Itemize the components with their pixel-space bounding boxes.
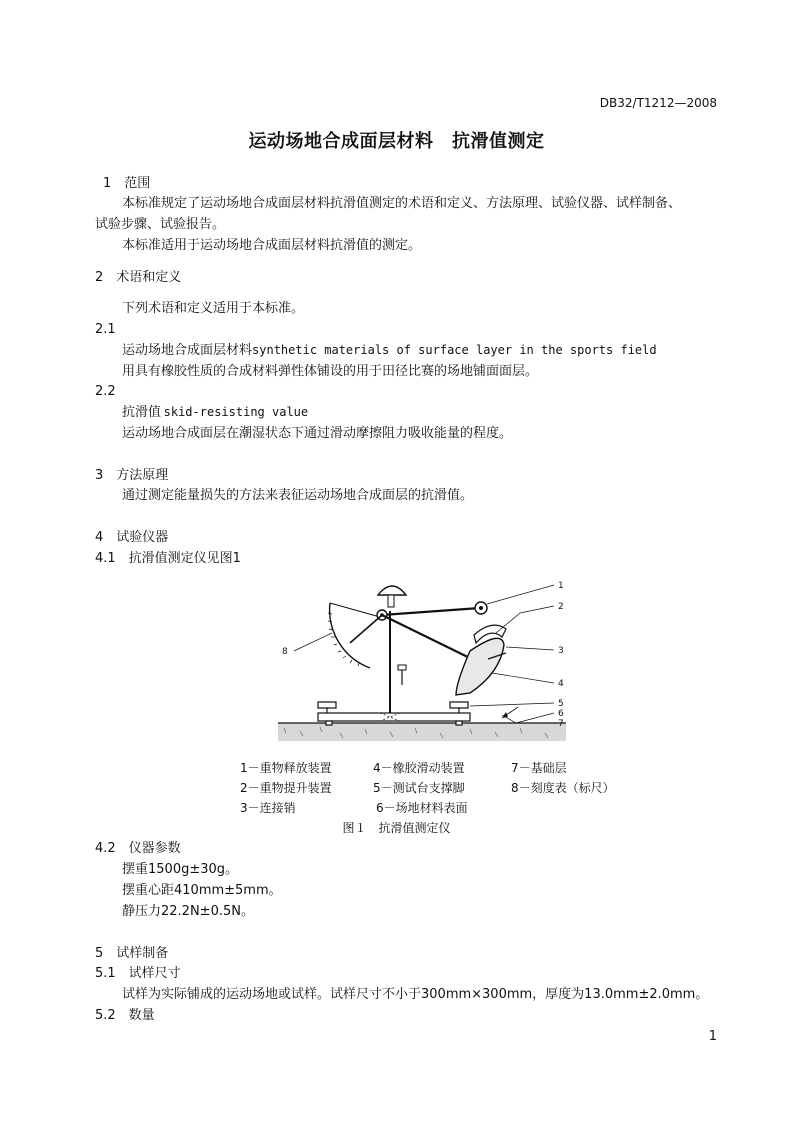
legend-item: 4－橡胶滑动装置 <box>373 761 465 775</box>
clause-4-1-heading: 4.1 抗滑值测定仪见图1 <box>95 551 241 566</box>
section-1-para1-line1: 本标准规定了运动场地合成面层材料抗滑值测定的术语和定义、方法原理、试验仪器、试样制备、 <box>122 196 682 211</box>
pendulum-arm <box>382 615 480 663</box>
figure-caption: 图１ 抗滑值测定仪 <box>342 821 451 835</box>
callout-5: 5 <box>558 699 564 709</box>
legend-item: 7－基础层 <box>511 761 567 775</box>
term-zh: 抗滑值 <box>122 405 162 420</box>
callout-8: 8 <box>282 647 288 657</box>
callout-6: 6 <box>558 709 564 719</box>
callout-3: 3 <box>558 646 564 656</box>
clause-5-2-heading: 5.2 数量 <box>95 1008 155 1023</box>
clause-2-1-definition: 用具有橡胶性质的合成材料弹性体铺设的用于田径比赛的场地铺面面层。 <box>122 364 539 379</box>
section-2-heading: 2 术语和定义 <box>95 270 182 285</box>
rubber-slider <box>456 638 504 695</box>
test-platform <box>318 713 470 721</box>
param-item: 摆重心距410mm±5mm。 <box>122 883 282 898</box>
page-title: 运动场地合成面层材料 抗滑值测定 <box>248 131 545 152</box>
clause-5-1-heading: 5.1 试样尺寸 <box>95 966 181 981</box>
clause-2-2-number: 2.2 <box>95 384 116 399</box>
figure-skid-tester <box>270 573 580 753</box>
section-1-para1-line2: 试验步骤、试验报告。 <box>95 217 226 232</box>
term-en: skid-resisting value <box>163 405 309 419</box>
legend-item: 8－刻度表（标尺） <box>511 781 615 795</box>
skid-tester-drawing <box>270 573 580 753</box>
standard-number: DB32/T1212—2008 <box>599 96 717 110</box>
section-1-para2: 本标准适用于运动场地合成面层材料抗滑值的测定。 <box>122 238 422 253</box>
legend-item: 6－场地材料表面 <box>376 801 468 815</box>
section-2-intro: 下列术语和定义适用于本标准。 <box>122 301 305 316</box>
callout-1: 1 <box>558 581 564 591</box>
param-item: 静压力22.2N±0.5N。 <box>122 904 254 919</box>
release-knob <box>378 586 406 595</box>
section-3-para1: 通过测定能量损失的方法来表征运动场地合成面层的抗滑值。 <box>122 488 474 503</box>
base-layer-hatching <box>278 723 566 741</box>
term-zh: 运动场地合成面层材料 <box>122 343 253 358</box>
section-5-heading: 5 试样制备 <box>95 946 169 961</box>
upper-arm <box>382 608 480 615</box>
param-item: 摆重1500g±30g。 <box>122 862 239 877</box>
clause-4-2-heading: 4.2 仪器参数 <box>95 841 181 856</box>
callout-2: 2 <box>558 602 564 612</box>
legend-item: 1－重物释放装置 <box>240 761 332 775</box>
clause-2-1-number: 2.1 <box>95 322 116 337</box>
clause-2-2-term <box>122 402 308 423</box>
callout-4: 4 <box>558 679 564 689</box>
legend-item: 2－重物提升装置 <box>240 781 332 795</box>
page-number: 1 <box>708 1029 717 1044</box>
section-1-heading: 1 范围 <box>103 176 151 191</box>
section-4-heading: 4 试验仪器 <box>95 530 169 545</box>
clause-2-2-definition: 运动场地合成面层在潮湿状态下通过滑动摩擦阻力吸收能量的程度。 <box>122 426 513 441</box>
term-en: synthetic materials of surface layer in the sports field <box>252 343 657 357</box>
clause-2-1-term <box>122 340 657 361</box>
section-3-heading: 3 方法原理 <box>95 468 169 483</box>
clause-5-1-para: 试样为实际铺成的运动场地或试样。试样尺寸不小于300mm×300mm，厚度为13.0mm±2.0mm。 <box>122 987 709 1002</box>
legend-item: 5－测试台支撑脚 <box>373 781 465 795</box>
legend-item: 3－连接销 <box>240 801 296 815</box>
callout-7: 7 <box>558 719 564 729</box>
